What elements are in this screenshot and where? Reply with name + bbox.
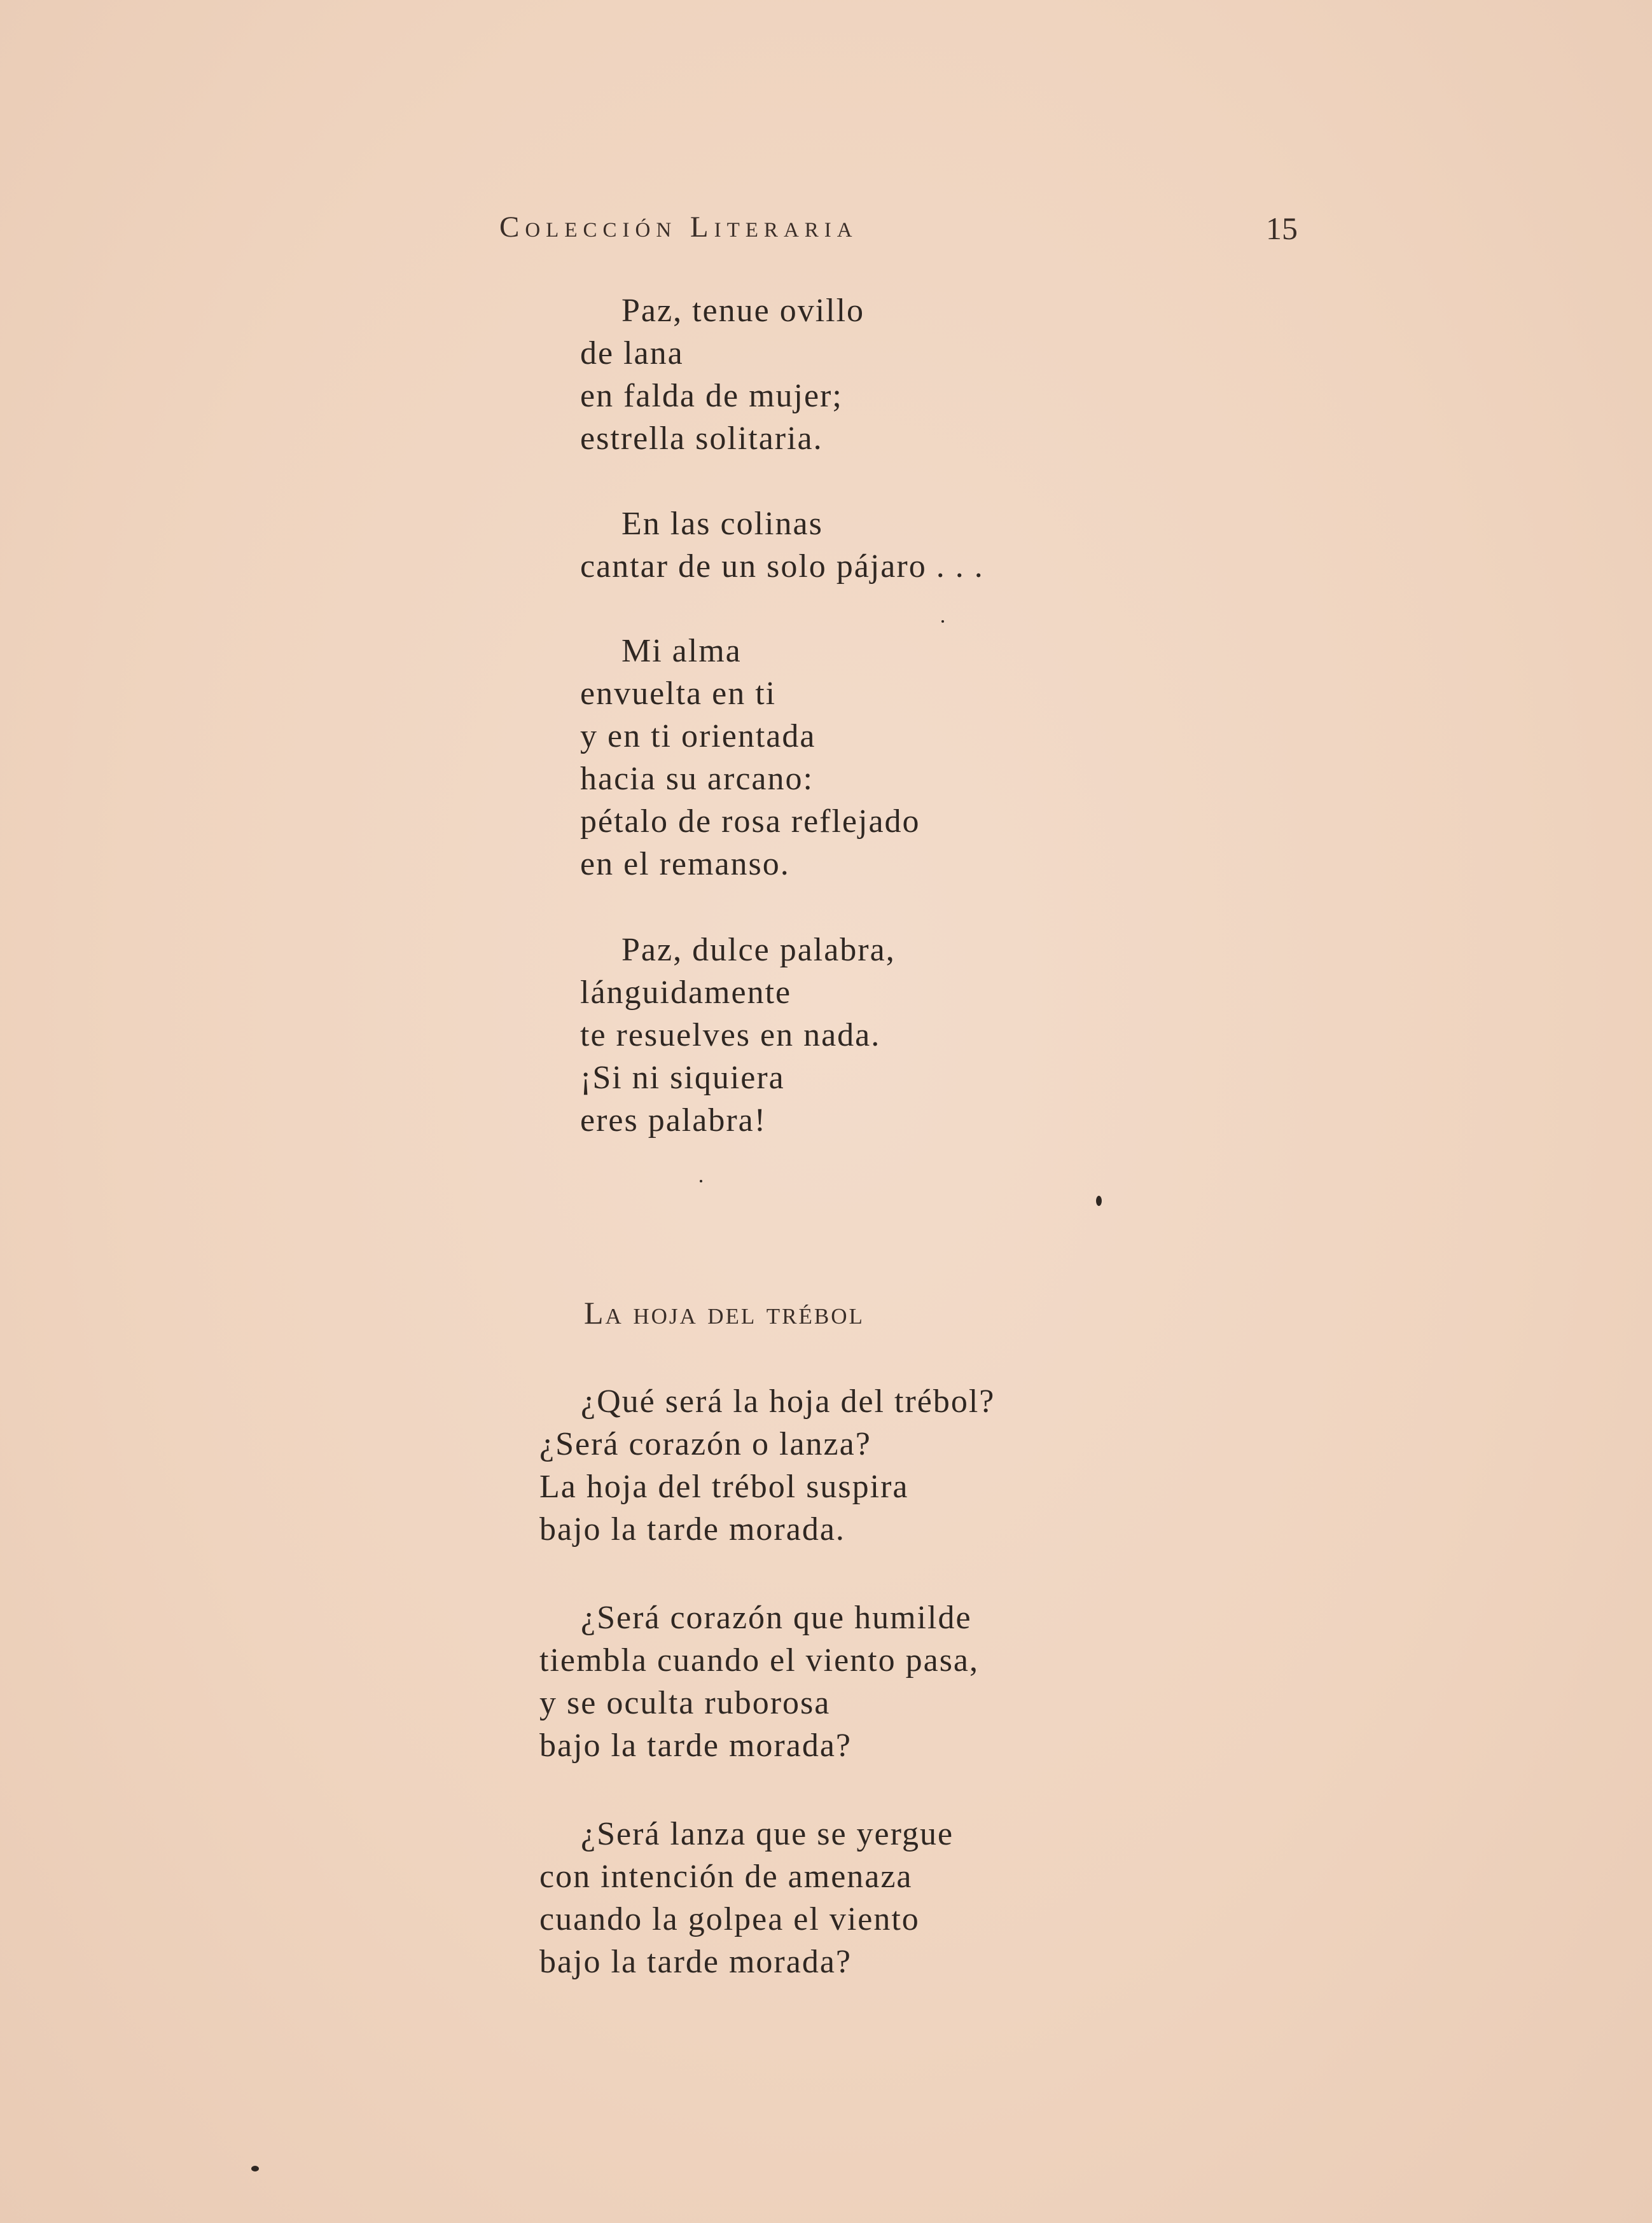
page-number: 15 <box>1266 211 1298 246</box>
ink-speck <box>941 620 944 623</box>
verse-line: con intención de amenaza <box>539 1859 913 1895</box>
verse-line: Paz, dulce palabra, <box>621 932 896 968</box>
verse-line: de lana <box>580 335 684 371</box>
poem1-stanza-4 <box>580 929 896 1142</box>
poem2-stanza-3 <box>539 1813 954 1983</box>
verse-line: bajo la tarde morada? <box>539 1728 852 1764</box>
verse-line: te resuelves en nada. <box>580 1017 881 1053</box>
verse-line: Paz, tenue ovillo <box>621 293 865 329</box>
running-head: Colección Literaria <box>499 211 858 244</box>
verse-line: La hoja del trébol suspira <box>539 1469 909 1505</box>
poem1-stanza-2 <box>580 502 984 588</box>
poem2-stanza-2 <box>539 1596 979 1767</box>
verse-line: hacia su arcano: <box>580 761 814 797</box>
verse-line: cuando la golpea el viento <box>539 1901 920 1937</box>
verse-line: cantar de un solo pájaro . . . <box>580 548 984 585</box>
verse-line: bajo la tarde morada. <box>539 1511 845 1548</box>
poem2-stanza-1 <box>539 1380 995 1551</box>
verse-line: envuelta en ti <box>580 675 777 712</box>
verse-line: ¡Si ni siquiera <box>580 1060 785 1096</box>
verse-line: En las colinas <box>621 506 823 542</box>
ink-speck <box>700 1180 702 1182</box>
verse-line: ¿Será corazón que humilde <box>581 1600 972 1636</box>
verse-line: ¿Será corazón o lanza? <box>539 1426 871 1462</box>
verse-line: eres palabra! <box>580 1102 767 1139</box>
verse-line: pétalo de rosa reflejado <box>580 803 920 840</box>
poem1-stanza-1 <box>580 289 864 460</box>
verse-line: en el remanso. <box>580 846 790 882</box>
ink-speck <box>251 2166 259 2171</box>
verse-line: y se oculta ruborosa <box>539 1685 831 1721</box>
verse-line: y en ti orientada <box>580 718 816 754</box>
verse-line: estrella solitaria. <box>580 420 823 457</box>
poem-title: La hoja del trébol <box>584 1295 864 1331</box>
verse-line: lánguidamente <box>580 974 792 1011</box>
poem1-stanza-3 <box>580 630 920 885</box>
verse-line: Mi alma <box>621 633 742 669</box>
verse-line: ¿Qué será la hoja del trébol? <box>581 1383 996 1420</box>
ink-speck <box>1096 1196 1102 1206</box>
verse-line: ¿Será lanza que se yergue <box>581 1816 954 1852</box>
verse-line: bajo la tarde morada? <box>539 1944 852 1980</box>
verse-line: en falda de mujer; <box>580 378 843 414</box>
verse-line: tiembla cuando el viento pasa, <box>539 1642 980 1679</box>
